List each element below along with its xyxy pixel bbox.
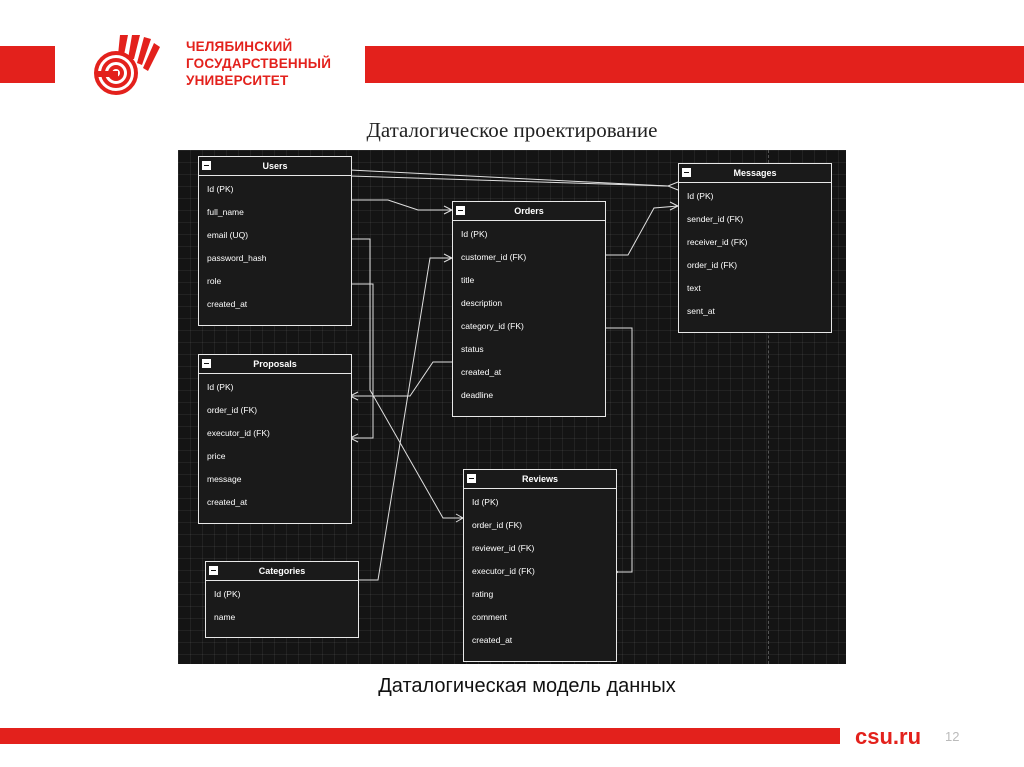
link-orders-proposals bbox=[350, 362, 452, 396]
field: message bbox=[207, 474, 242, 484]
field: sent_at bbox=[687, 306, 715, 316]
entity-orders[interactable] bbox=[452, 201, 606, 417]
page-number: 12 bbox=[945, 729, 960, 744]
collapse-icon[interactable] bbox=[209, 566, 218, 575]
field: Id (PK) bbox=[207, 184, 234, 194]
collapse-icon[interactable] bbox=[682, 168, 691, 177]
entity-proposals[interactable] bbox=[198, 354, 352, 524]
entity-title: Messages bbox=[733, 168, 777, 178]
field: title bbox=[461, 275, 475, 285]
field: rating bbox=[472, 589, 494, 599]
site-link[interactable]: csu.ru bbox=[855, 724, 922, 749]
link-users-reviews-reviewer bbox=[350, 239, 463, 518]
field: created_at bbox=[472, 635, 513, 645]
diagram-caption: Даталогическая модель данных bbox=[378, 675, 676, 697]
field: full_name bbox=[207, 207, 244, 217]
field: role bbox=[207, 276, 222, 286]
link-orders-messages bbox=[606, 206, 678, 255]
field: created_at bbox=[207, 497, 248, 507]
link-users-orders bbox=[350, 200, 452, 210]
university-line-3: УНИВЕРСИТЕТ bbox=[186, 73, 289, 88]
field: sender_id (FK) bbox=[687, 214, 744, 224]
entity-messages[interactable] bbox=[678, 163, 832, 333]
link-users-messages-receiver bbox=[350, 176, 668, 186]
field: Id (PK) bbox=[472, 497, 499, 507]
field: password_hash bbox=[207, 253, 267, 263]
field: description bbox=[461, 298, 503, 308]
field: name bbox=[214, 612, 236, 622]
field: created_at bbox=[461, 367, 502, 377]
entity-reviews[interactable] bbox=[463, 469, 617, 662]
entity-users[interactable] bbox=[198, 156, 352, 326]
university-name bbox=[186, 38, 331, 89]
entity-title: Proposals bbox=[253, 359, 297, 369]
field: Id (PK) bbox=[214, 589, 241, 599]
field: category_id (FK) bbox=[461, 321, 524, 331]
field: Id (PK) bbox=[687, 191, 714, 201]
header-bar-right bbox=[365, 46, 1024, 83]
collapse-icon[interactable] bbox=[467, 474, 476, 483]
er-diagram bbox=[178, 150, 846, 664]
field: created_at bbox=[207, 299, 248, 309]
collapse-icon[interactable] bbox=[202, 161, 211, 170]
university-line-1: ЧЕЛЯБИНСКИЙ bbox=[186, 39, 293, 54]
field: order_id (FK) bbox=[687, 260, 738, 270]
field: comment bbox=[472, 612, 507, 622]
entity-title: Users bbox=[262, 161, 288, 171]
field: executor_id (FK) bbox=[472, 566, 535, 576]
field: order_id (FK) bbox=[472, 520, 523, 530]
field: deadline bbox=[461, 390, 494, 400]
field: order_id (FK) bbox=[207, 405, 258, 415]
entity-title: Orders bbox=[514, 206, 544, 216]
university-line-2: ГОСУДАРСТВЕННЫЙ bbox=[186, 56, 332, 71]
entity-title: Reviews bbox=[521, 474, 559, 484]
field: status bbox=[461, 344, 484, 354]
field: Id (PK) bbox=[461, 229, 488, 239]
field: receiver_id (FK) bbox=[687, 237, 748, 247]
link-categories-orders bbox=[358, 258, 452, 580]
link-users-messages-sender bbox=[350, 170, 668, 186]
field: price bbox=[207, 451, 226, 461]
field: Id (PK) bbox=[207, 382, 234, 392]
entity-categories[interactable] bbox=[205, 561, 359, 638]
field: customer_id (FK) bbox=[461, 252, 527, 262]
slide-title: Даталогическое проектирование bbox=[366, 118, 658, 142]
field: text bbox=[687, 283, 701, 293]
footer-bar bbox=[0, 728, 840, 744]
header-bar-left bbox=[0, 46, 55, 83]
entity-title: Categories bbox=[258, 566, 306, 576]
collapse-icon[interactable] bbox=[456, 206, 465, 215]
field: email (UQ) bbox=[207, 230, 249, 240]
field: executor_id (FK) bbox=[207, 428, 270, 438]
field: reviewer_id (FK) bbox=[472, 543, 535, 553]
link-users-proposals-executor bbox=[350, 284, 373, 438]
collapse-icon[interactable] bbox=[202, 359, 211, 368]
csu-spiral-logo-icon bbox=[84, 33, 184, 95]
